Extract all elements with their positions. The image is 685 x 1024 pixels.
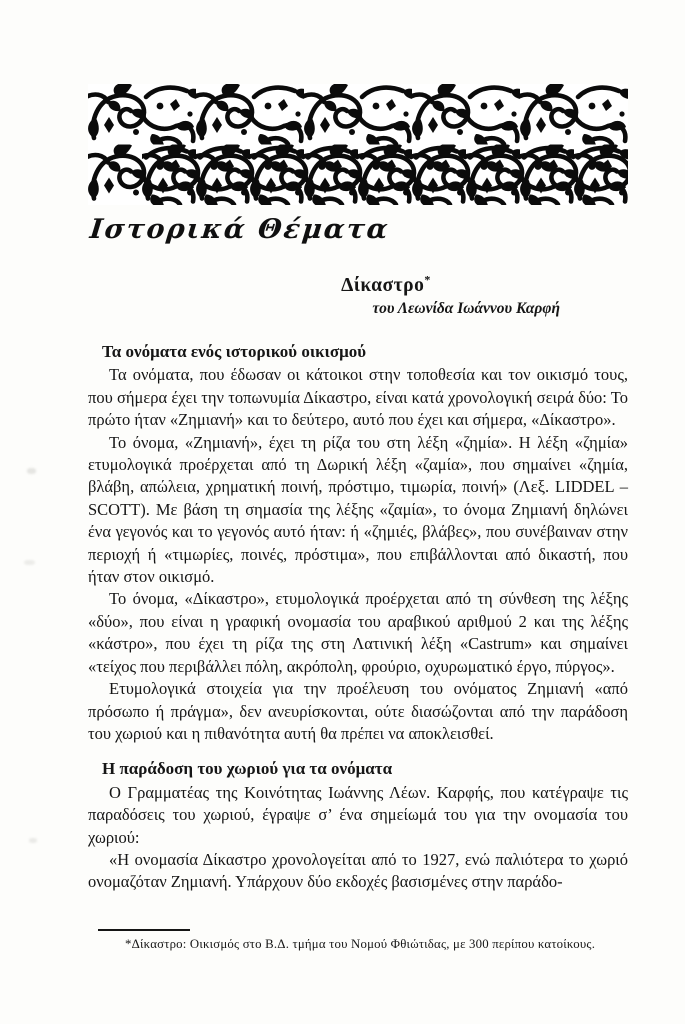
footnote-block <box>88 929 628 952</box>
paragraph: Ο Γραμματέας της Κοινότητας Ιωάννης Λέων. Καρφής, που κατέγραψε τις παραδόσεις του χωριού, έγραψε σ’ ένα σημείωμά του για την ονομασία του χωριού: <box>88 782 628 847</box>
scan-artifact <box>29 838 37 843</box>
title-footnote-marker: * <box>424 272 431 286</box>
article-body <box>88 341 628 894</box>
paragraph: Το όνομα, «Δίκαστρο», ετυμολογικά προέρχεται από τη σύνθεση της λέξης «δύο», που είναι η γραφική ονομασία του αραβικού αριθμού 2 και της λέξης «κάστρο», που έχει τη ρίζα της στη Λατινική λέξη «Castrum» και σημαίνει «τείχος που περιβάλλει πόλη, ακρόπολη, φρούριο, οχυρωματικό έργο, πύργος». <box>88 589 628 676</box>
paragraph: Ετυμολογικά στοιχεία για την προέλευση του ονόματος Ζημιανή «από πρόσωπο ή πράγμα», δεν ανευρίσκονται, ούτε διασώζονται από την παράδοση του χωριού και η πιθανότητα αυτή θα πρέπει να αποκλεισθεί. <box>88 679 628 743</box>
byline-line <box>88 300 628 318</box>
article-title-line <box>88 272 628 297</box>
paragraph: Το όνομα, «Ζημιανή», έχει τη ρίζα του στη λέξη «ζημία». Η λέξη «ζημία» ετυμολογικά προέρχεται από τη Δωρική λέξη «ζαμία», που σημαίνει «ζημία, βλάβη, απώλεια, χρηματική ποινή, πρόστιμο, τιμωρία, ποινή» (Λεξ. LIDDEL – SCOTT). Με βάση τη σημασία της λέξης «ζαμία», το όνομα Ζημιανή δηλώνει ένα γεγονός και το γεγονός αυτό ήταν: ή «ζημιές, βλάβες», που συνέβαιναν στην περιοχή ή «τιμωρίες, ποινές, πρόστιμα», που επιβάλλονται από δικαστή, που ήταν στον οικισμό. <box>88 432 628 587</box>
section-heading-names-of-settlement: Τα ονόματα ενός ιστορικού οικισμού <box>102 342 367 361</box>
section-label: Ιστορικά Θέματα <box>88 214 392 245</box>
footnote-marker: * <box>125 937 132 951</box>
byline: του Λεωνίδα Ιωάννου Καρφή <box>372 300 560 317</box>
paragraph: Τα ονόματα, που έδωσαν οι κάτοικοι στην τοποθεσία και τον οικισμό τους, που σήμερα έχει την τοπωνυμία Δίκαστρο, είναι κατά χρονολογική σειρά δύο: Το πρώτο ήταν «Ζημιανή» και το δεύτερο, αυτό που έχει και σήμερα, «Δίκαστρο». <box>88 365 628 430</box>
scan-artifact <box>24 560 35 565</box>
scan-artifact <box>27 468 36 474</box>
ornamental-header-band <box>88 84 628 205</box>
footnote-rule <box>98 929 190 931</box>
footnote-text <box>88 936 628 952</box>
section-heading-village-tradition: Η παράδοση του χωριού για τα ονόματα <box>102 759 393 779</box>
paragraph: «Η ονομασία Δίκαστρο χρονολογείται από το 1927, ενώ παλιότερα το χωριό ονομαζόταν Ζημιανή. Υπάρχουν δύο εκδοχές βασισμένες στην παράδο- <box>88 849 628 892</box>
footnote-body: Δίκαστρο: Οικισμός στο Β.Δ. τμήμα του Νομού Φθιώτιδας, με 300 περίπου κατοίκους. <box>131 937 596 951</box>
article-title: Δίκαστρο <box>341 274 425 296</box>
